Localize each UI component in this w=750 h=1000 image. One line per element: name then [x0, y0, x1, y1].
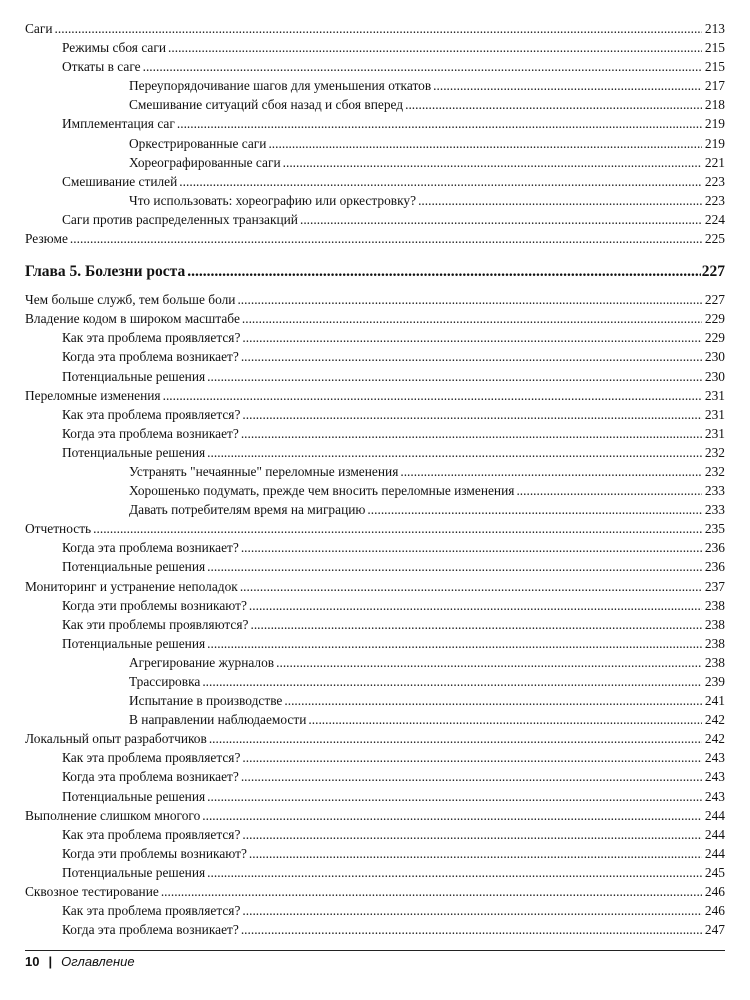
- toc-dot-leader: [207, 557, 702, 576]
- toc-entry-title: Потенциальные решения: [62, 368, 206, 384]
- toc-entry-page: 224: [704, 211, 725, 227]
- toc-entry-title: Потенциальные решения: [62, 444, 206, 460]
- toc-entry-page: 232: [704, 444, 725, 460]
- toc-dot-leader: [242, 328, 702, 347]
- toc-entry-page: 243: [704, 750, 725, 766]
- toc-entry-title: Потенциальные решения: [62, 635, 206, 651]
- toc-dot-leader: [177, 114, 702, 133]
- toc-entry: [25, 806, 725, 825]
- toc-entry: [25, 901, 725, 920]
- toc-entry-title: Как эта проблема проявляется?: [62, 330, 241, 346]
- toc-entry: [25, 519, 725, 538]
- toc-entry: [25, 309, 725, 328]
- toc-dot-leader: [300, 210, 702, 229]
- toc-dot-leader: [241, 424, 702, 443]
- toc-entry: [25, 19, 725, 38]
- toc-entry-title: Когда эта проблема возникает?: [62, 540, 239, 556]
- footer-section-title: Оглавление: [61, 954, 135, 969]
- toc-entry-title: Резюме: [25, 231, 68, 247]
- toc-entry: [25, 229, 725, 248]
- toc-entry: [25, 347, 725, 366]
- toc-entry: [25, 596, 725, 615]
- toc-entry: [25, 557, 725, 576]
- toc-dot-leader: [284, 691, 702, 710]
- toc-entry-title: Выполнение слишком многого: [25, 807, 201, 823]
- toc-entry-page: 231: [704, 406, 725, 422]
- toc-entry: [25, 882, 725, 901]
- toc-entry-title: Владение кодом в широком масштабе: [25, 311, 240, 327]
- toc-entry-page: 223: [704, 192, 725, 208]
- toc-entry-page: 232: [704, 463, 725, 479]
- toc-entry-title: Переломные изменения: [25, 387, 161, 403]
- toc-entry-page: 225: [704, 231, 725, 247]
- toc-entry-title: Режимы сбоя саги: [62, 40, 167, 56]
- toc-dot-leader: [241, 767, 702, 786]
- toc-entry-page: 218: [704, 97, 725, 113]
- toc-entry: [25, 386, 725, 405]
- toc-entry: [25, 710, 725, 729]
- toc-entry-title: Как эта проблема проявляется?: [62, 903, 241, 919]
- toc-entry-page: 223: [704, 173, 725, 189]
- toc-entry: [25, 210, 725, 229]
- toc-entry: [25, 443, 725, 462]
- toc-entry-page: 238: [704, 635, 725, 651]
- toc-dot-leader: [250, 615, 702, 634]
- toc-entry-title: Давать потребителям время на миграцию: [129, 502, 366, 518]
- toc-dot-leader: [242, 748, 702, 767]
- toc-entry: [25, 863, 725, 882]
- toc-entry-page: 227: [704, 292, 725, 308]
- toc-entry: [25, 844, 725, 863]
- toc-entry-page: 235: [704, 521, 725, 537]
- toc-entry-page: 215: [704, 59, 725, 75]
- toc-dot-leader: [143, 57, 702, 76]
- toc-entry-page: 221: [704, 154, 725, 170]
- toc-dot-leader: [405, 95, 702, 114]
- toc-entry: [25, 367, 725, 386]
- toc-entry-page: 233: [704, 483, 725, 499]
- toc-dot-leader: [207, 634, 702, 653]
- toc-entry-page: 245: [704, 864, 725, 880]
- toc-entry: [25, 95, 725, 114]
- toc-entry-page: 236: [704, 540, 725, 556]
- toc-entry-page: 213: [704, 21, 725, 36]
- toc-entry-title: Переупорядочивание шагов для уменьшения откатов: [129, 78, 432, 94]
- toc-dot-leader: [242, 309, 702, 328]
- toc-entry: [25, 290, 725, 309]
- toc-dot-leader: [207, 443, 702, 462]
- toc-entry: [25, 767, 725, 786]
- toc-entry-page: 243: [704, 788, 725, 804]
- toc-entry: [25, 172, 725, 191]
- toc-entry-title: Когда эти проблемы возникают?: [62, 597, 247, 613]
- toc-entry-title: Когда эта проблема возникает?: [62, 349, 239, 365]
- toc-dot-leader: [242, 825, 702, 844]
- toc-dot-leader: [249, 844, 702, 863]
- toc-entry-title: Трассировка: [129, 674, 201, 689]
- toc-entry: [25, 672, 725, 691]
- toc-entry: [25, 134, 725, 153]
- toc-dot-leader: [93, 519, 702, 538]
- toc-entry-page: 242: [704, 712, 725, 728]
- toc-entry: [25, 729, 725, 748]
- toc-dot-leader: [207, 863, 702, 882]
- toc-entry-page: 238: [704, 654, 725, 670]
- toc-entry: [25, 634, 725, 653]
- toc-entry-page: 227: [701, 263, 725, 281]
- toc-dot-leader: [308, 710, 702, 729]
- toc-entry-title: Локальный опыт разработчиков: [25, 731, 207, 747]
- toc-entry: [25, 57, 725, 76]
- toc-entry-page: 246: [704, 903, 725, 919]
- toc-entry: [25, 153, 725, 172]
- toc-dot-leader: [242, 405, 702, 424]
- toc-entry-page: 230: [704, 349, 725, 365]
- toc-entry-page: 230: [704, 368, 725, 384]
- toc-dot-leader: [187, 260, 701, 284]
- toc-entry-title: Потенциальные решения: [62, 559, 206, 575]
- toc-entry-title: Как эти проблемы проявляются?: [62, 616, 249, 632]
- toc-dot-leader: [242, 901, 702, 920]
- toc-entry: [25, 462, 725, 481]
- toc-entry-title: Агрегирование журналов: [129, 654, 275, 670]
- toc-dot-leader: [283, 153, 702, 172]
- toc-dot-leader: [433, 76, 702, 95]
- toc-entry-title: Смешивание стилей: [62, 173, 178, 189]
- toc-entry: [25, 787, 725, 806]
- toc-dot-leader: [163, 386, 702, 405]
- toc-entry-title: Когда эта проблема возникает?: [62, 425, 239, 441]
- toc-dot-leader: [241, 347, 702, 366]
- toc-entry-page: 247: [704, 922, 725, 938]
- toc-entry-page: 243: [704, 769, 725, 785]
- toc-dot-leader: [70, 229, 702, 248]
- toc-entry-page: 244: [704, 826, 725, 842]
- toc-entry-page: 219: [704, 116, 725, 132]
- toc-entry: [25, 76, 725, 95]
- toc-entry-page: 244: [704, 845, 725, 861]
- toc-entry-title: Когда эта проблема возникает?: [62, 922, 239, 938]
- toc-chapter-entry: [25, 260, 725, 284]
- toc-entry-title: Потенциальные решения: [62, 864, 206, 880]
- toc-dot-leader: [161, 882, 702, 901]
- toc-dot-leader: [207, 367, 702, 386]
- toc-dot-leader: [367, 500, 702, 519]
- toc-entry: [25, 424, 725, 443]
- toc-entry-title: Отчетность: [25, 521, 92, 537]
- toc-entry-title: Как эта проблема проявляется?: [62, 826, 241, 842]
- toc-entry-title: Испытание в производстве: [129, 693, 283, 709]
- toc-dot-leader: [418, 191, 702, 210]
- toc-dot-leader: [249, 596, 702, 615]
- toc-entry-title: Смешивание ситуаций сбоя назад и сбоя вперед: [129, 97, 404, 113]
- toc-entry-page: 244: [704, 807, 725, 823]
- toc-dot-leader: [240, 577, 702, 596]
- toc-entry-title: Как эта проблема проявляется?: [62, 750, 241, 766]
- toc-entry-title: Потенциальные решения: [62, 788, 206, 804]
- toc-entry: [25, 114, 725, 133]
- footer-page-number: 10: [25, 954, 40, 969]
- toc-entry-title: Мониторинг и устранение неполадок: [25, 578, 238, 594]
- toc-entry: [25, 191, 725, 210]
- table-of-contents: [25, 19, 725, 939]
- toc-dot-leader: [241, 920, 702, 939]
- toc-entry-title: Хорошенько подумать, прежде чем вносить переломные изменения: [129, 483, 515, 499]
- toc-entry-title: Сквозное тестирование: [25, 884, 159, 900]
- toc-dot-leader: [237, 290, 702, 309]
- toc-entry-page: 217: [704, 78, 725, 94]
- toc-entry-title: Глава 5. Болезни роста: [25, 263, 186, 281]
- toc-entry-page: 231: [704, 425, 725, 441]
- toc-entry: [25, 481, 725, 500]
- toc-entry: [25, 748, 725, 767]
- toc-entry: [25, 500, 725, 519]
- toc-dot-leader: [55, 19, 702, 38]
- toc-entry-title: Саги против распределенных транзакций: [62, 211, 298, 227]
- toc-entry-title: В направлении наблюдаемости: [129, 712, 307, 728]
- toc-dot-leader: [168, 38, 702, 57]
- toc-entry-title: Саги: [25, 21, 53, 36]
- toc-entry-title: Когда эти проблемы возникают?: [62, 845, 247, 861]
- toc-entry: [25, 825, 725, 844]
- toc-entry-page: 229: [704, 330, 725, 346]
- toc-entry: [25, 538, 725, 557]
- toc-entry-page: 229: [704, 311, 725, 327]
- toc-entry-page: 238: [704, 597, 725, 613]
- toc-entry-title: Чем больше служб, тем больше боли: [25, 292, 236, 308]
- toc-entry-title: Откаты в саге: [62, 59, 141, 75]
- toc-dot-leader: [241, 538, 702, 557]
- toc-entry-page: 241: [704, 693, 725, 709]
- toc-dot-leader: [400, 462, 702, 481]
- toc-dot-leader: [209, 729, 702, 748]
- toc-entry: [25, 920, 725, 939]
- toc-entry-title: Оркестрированные саги: [129, 135, 267, 151]
- toc-entry-title: Когда эта проблема возникает?: [62, 769, 239, 785]
- toc-entry: [25, 615, 725, 634]
- toc-entry-page: 238: [704, 616, 725, 632]
- toc-dot-leader: [516, 481, 702, 500]
- toc-entry: [25, 691, 725, 710]
- toc-dot-leader: [207, 787, 702, 806]
- toc-entry: [25, 405, 725, 424]
- toc-dot-leader: [276, 653, 702, 672]
- toc-entry: [25, 653, 725, 672]
- toc-entry-page: 246: [704, 884, 725, 900]
- footer-separator: |: [48, 954, 53, 969]
- toc-entry-title: Устранять "нечаянные" переломные изменения: [129, 463, 399, 479]
- toc-entry-page: 237: [704, 578, 725, 594]
- toc-entry-page: 239: [704, 674, 725, 689]
- toc-entry-page: 233: [704, 502, 725, 518]
- toc-entry-title: Как эта проблема проявляется?: [62, 406, 241, 422]
- toc-dot-leader: [268, 134, 702, 153]
- toc-entry: [25, 38, 725, 57]
- toc-entry-page: 219: [704, 135, 725, 151]
- toc-entry-page: 231: [704, 387, 725, 403]
- toc-entry-title: Что использовать: хореографию или оркестровку?: [129, 192, 417, 208]
- toc-entry-page: 242: [704, 731, 725, 747]
- page-footer: [25, 954, 135, 969]
- footer-rule: [25, 950, 725, 951]
- toc-dot-leader: [179, 172, 702, 191]
- toc-entry-title: Хореографированные саги: [129, 154, 281, 170]
- toc-entry-page: 236: [704, 559, 725, 575]
- toc-dot-leader: [202, 672, 702, 691]
- toc-dot-leader: [202, 806, 702, 825]
- toc-entry-page: 215: [704, 40, 725, 56]
- toc-entry: [25, 577, 725, 596]
- toc-entry-title: Имплементация саг: [62, 116, 175, 132]
- toc-entry: [25, 328, 725, 347]
